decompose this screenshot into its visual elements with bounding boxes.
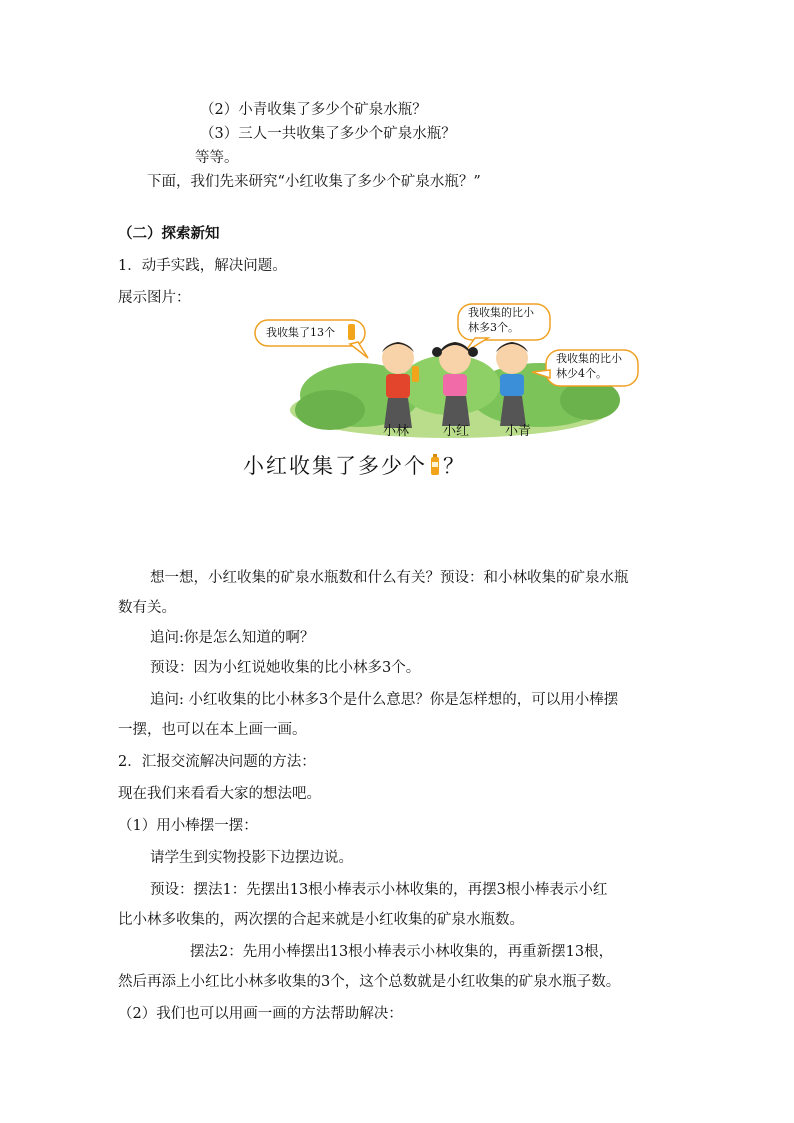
ask-1: 追问:你是怎么知道的啊？ bbox=[150, 630, 315, 646]
method-2-line-1: 摆法2：先用小棒摆出13根小棒表示小林收集的，再重新摆13根， bbox=[190, 944, 614, 960]
intro-text: 下面，我们先来研究“小红收集了多少个矿泉水瓶？” bbox=[147, 174, 481, 190]
name-label-xiaohong: 小红 bbox=[443, 424, 470, 439]
step-2: 2．汇报交流解决问题的方法： bbox=[118, 754, 316, 770]
think-line-1: 想一想，小红收集的矿泉水瓶数和什么有关？预设：和小林收集的矿泉水瓶 bbox=[150, 570, 629, 586]
name-label-xiaolin: 小林 bbox=[383, 424, 410, 439]
sub-1: （1）用小棒摆一摆： bbox=[118, 818, 258, 834]
illustration-question bbox=[243, 450, 466, 480]
method-1-line-1: 预设：摆法1：先摆出13根小棒表示小林收集的，再摆3根小棒表示小红 bbox=[150, 882, 608, 898]
step-1: 1．动手实践，解决问题。 bbox=[118, 258, 287, 274]
etc-text: 等等。 bbox=[195, 150, 239, 166]
ask-2-line-1: 追问: 小红收集的比小林多3个是什么意思？你是怎样想的，可以用小棒摆 bbox=[150, 692, 619, 708]
show-picture-label: 展示图片： bbox=[118, 290, 191, 306]
bubble-right-text-1: 我收集的比小 bbox=[556, 352, 622, 365]
bottle-icon bbox=[429, 454, 441, 476]
illustration bbox=[250, 300, 650, 445]
method-2-line-2: 然后再添上小红比小林多收集的3个，这个总数就是小红收集的矿泉水瓶子数。 bbox=[118, 974, 621, 990]
look-text: 现在我们来看看大家的想法吧。 bbox=[118, 786, 321, 802]
method-1-line-2: 比小林多收集的，两次摆的合起来就是小红收集的矿泉水瓶数。 bbox=[118, 912, 524, 928]
name-label-xiaoqing: 小青 bbox=[505, 424, 532, 439]
bubble-middle-text-1: 我收集的比小 bbox=[468, 306, 534, 319]
ask-2-line-2: 一摆，也可以在本上画一画。 bbox=[118, 722, 307, 738]
question-3: （3）三人一共收集了多少个矿泉水瓶？ bbox=[200, 126, 456, 142]
bubble-right-text-2: 林少4个。 bbox=[556, 367, 607, 380]
sub-2: （2）我们也可以用画一画的方法帮助解决： bbox=[118, 1006, 403, 1022]
bubble-left-text: 我收集了13个 bbox=[266, 326, 335, 339]
section-title: （二）探索新知 bbox=[118, 225, 220, 242]
bubble-middle-text-2: 林多3个。 bbox=[468, 321, 519, 334]
preset-1: 预设：因为小红说她收集的比小林多3个。 bbox=[150, 660, 421, 676]
question-2: （2）小青收集了多少个矿泉水瓶？ bbox=[200, 102, 427, 118]
invite-text: 请学生到实物投影下边摆边说。 bbox=[150, 850, 353, 866]
question-text: 小红收集了多少个 bbox=[243, 454, 427, 478]
question-mark: ？ bbox=[443, 454, 466, 478]
think-line-2: 数有关。 bbox=[118, 600, 176, 616]
